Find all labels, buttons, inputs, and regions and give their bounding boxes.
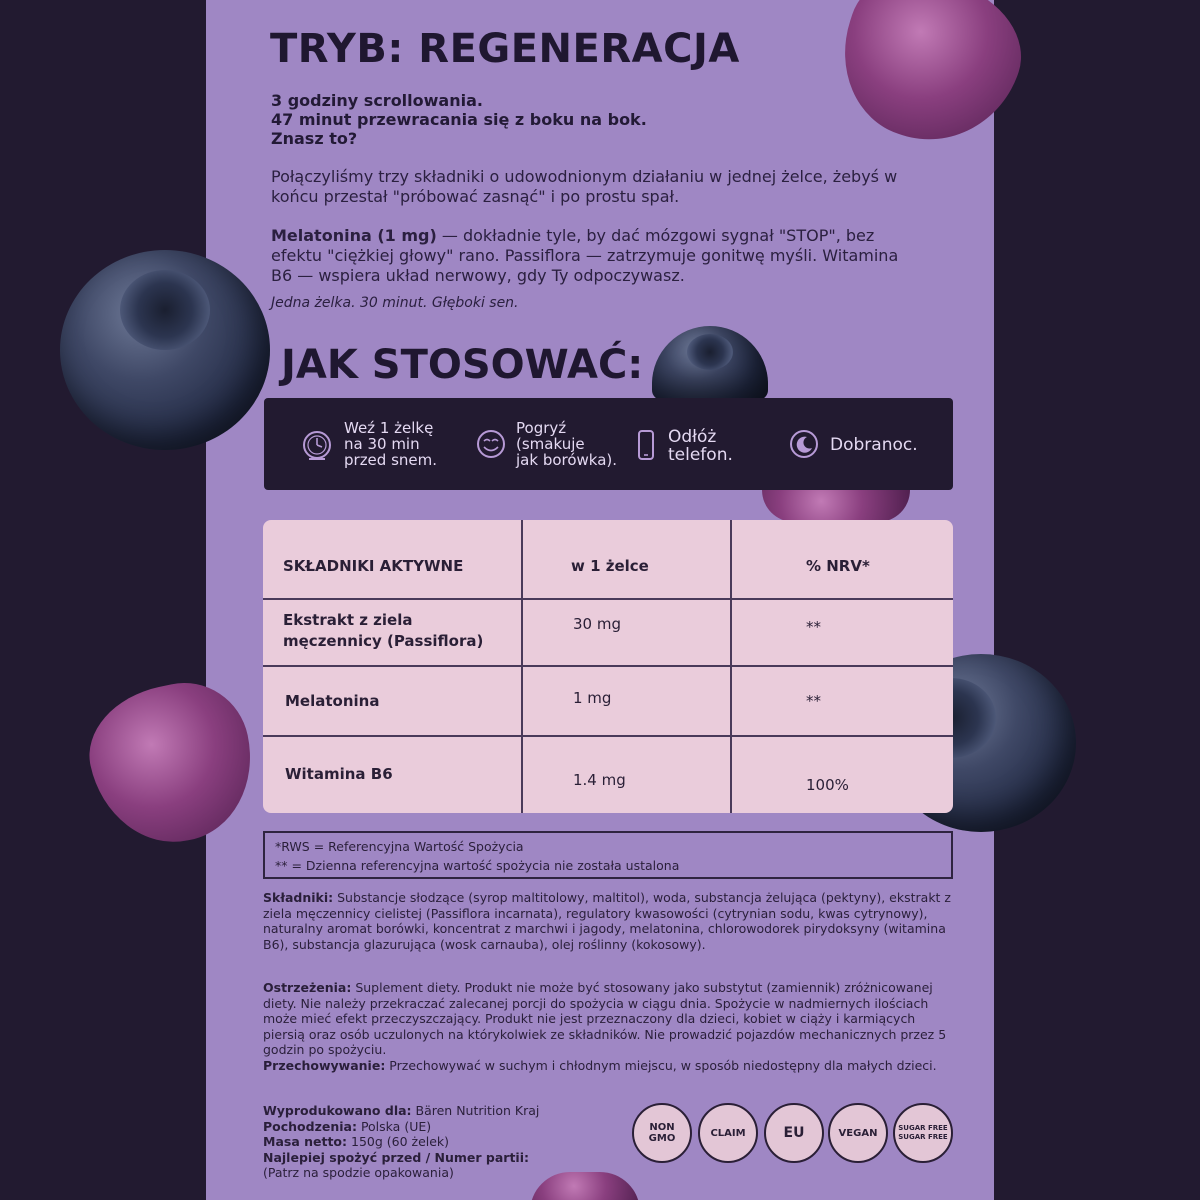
composition-text: Składniki: Substancje słodzące (syrop maltitolowy, maltitol), woda, substancja żelująca (pektyny), ekstrakt z ziela męczennicy cielistej (Passiflora incarnata), regulatory kwasowości (cytrynian sodu, kwas cytrynowy), naturalny aromat borówki, koncentrat z marchwi i jagody, melatonina, chlorowodorek pirydoksyny (witamina B6), substancja glazurująca (wosk carnauba), olej roślinny (kokosowy). [263, 890, 951, 952]
table-row-nrv: ** [806, 692, 821, 710]
page-title: TRYB: REGENERACJA [270, 26, 740, 72]
table-row-name: Melatonina [285, 692, 380, 710]
table-header-amount: w 1 żelce [571, 557, 649, 575]
blueberry-left-decoration [60, 250, 270, 450]
table-row-name: Witamina B6 [285, 765, 393, 783]
step-good-night: Dobranoc. [788, 428, 918, 462]
eu-badge: EU [764, 1103, 824, 1163]
product-info: Wyprodukowano dla: Bären Nutrition Kraj Pochodzenia: Polska (UE) Masa netto: 150g (60 żelek) Najlepiej spożyć przed / Numer partii: (Patrz na spodzie opakowania) [263, 1103, 540, 1180]
description-paragraph: Połączyliśmy trzy składniki o udowodnionym działaniu w jednej żelce, żebyś w końcu przestał "próbować zasnąć" i po prostu spał. [271, 167, 898, 206]
table-divider [263, 665, 953, 667]
table-row-amount: 1.4 mg [573, 771, 626, 789]
table-header-ingredient: SKŁADNIKI AKTYWNE [283, 557, 464, 575]
step-put-phone-away: Odłóż telefon. [636, 428, 733, 464]
vegan-badge: VEGAN [828, 1103, 888, 1163]
clock-icon [302, 427, 336, 461]
tagline: Jedna żelka. 30 minut. Głęboki sen. [271, 295, 519, 311]
intro-text: 3 godziny scrollowania. 47 minut przewracania się z boku na bok. Znasz to? [271, 91, 647, 148]
moon-icon [788, 428, 822, 462]
table-header-nrv: % NRV* [806, 557, 870, 575]
non-gmo-badge: NON GMO [632, 1103, 692, 1163]
phone-icon [636, 429, 660, 463]
ingredients-table [263, 520, 953, 813]
sugar-free-badge: SUGAR FREE SUGAR FREE [893, 1103, 953, 1163]
smile-icon [474, 427, 508, 461]
table-divider [263, 598, 953, 600]
nrv-notes-box: *RWS = Referencyjna Wartość Spożycia ** = Dzienna referencyjna wartość spożycia nie została ustalona [263, 831, 953, 879]
howto-title: JAK STOSOWAĆ: [281, 342, 644, 388]
gummy-mid-decoration [762, 490, 910, 522]
table-row-nrv: ** [806, 618, 821, 636]
ingredients-paragraph: Melatonina (1 mg) — dokładnie tyle, by dać mózgowi sygnał "STOP", bez efektu "ciężkiej głowy" rano. Passiflora — zatrzymuje gonitwę myśli. Witamina B6 — wspiera układ nerwowy, gdy Ty odpoczywasz. [271, 226, 899, 285]
table-row-amount: 1 mg [573, 689, 612, 707]
table-row-name: Ekstrakt z ziela męczennicy (Passiflora) [283, 611, 484, 650]
howto-steps-bar [264, 398, 953, 490]
step-take-gummy: Weź 1 żelkę na 30 min przed snem. [302, 420, 437, 468]
step-chew: Pogryź (smakuje jak borówka). [474, 420, 617, 468]
table-divider [263, 735, 953, 737]
warnings-text: Ostrzeżenia: Suplement diety. Produkt nie może być stosowany jako substytut (zamiennik) zróżnicowanej diety. Nie należy przekraczać zalecanej porcji do spożycia w ciągu dnia. Spożycie w nadmiernych ilościach może mieć efekt przeczyszczający. Produkt nie jest przeznaczony dla dzieci, kobiet w ciąży i karmiących piersią oraz osób uczulonych na którykolwiek ze składników. Nie prowadzić pojazdów mechanicznych przez 5 godzin po spożyciu. Przechowywanie: Przechowywać w suchym i chłodnym miejscu, w sposób niedostępny dla małych dzieci. [263, 980, 947, 1073]
table-row-nrv: 100% [806, 776, 849, 794]
table-row-amount: 30 mg [573, 615, 621, 633]
claim-badge: CLAIM [698, 1103, 758, 1163]
